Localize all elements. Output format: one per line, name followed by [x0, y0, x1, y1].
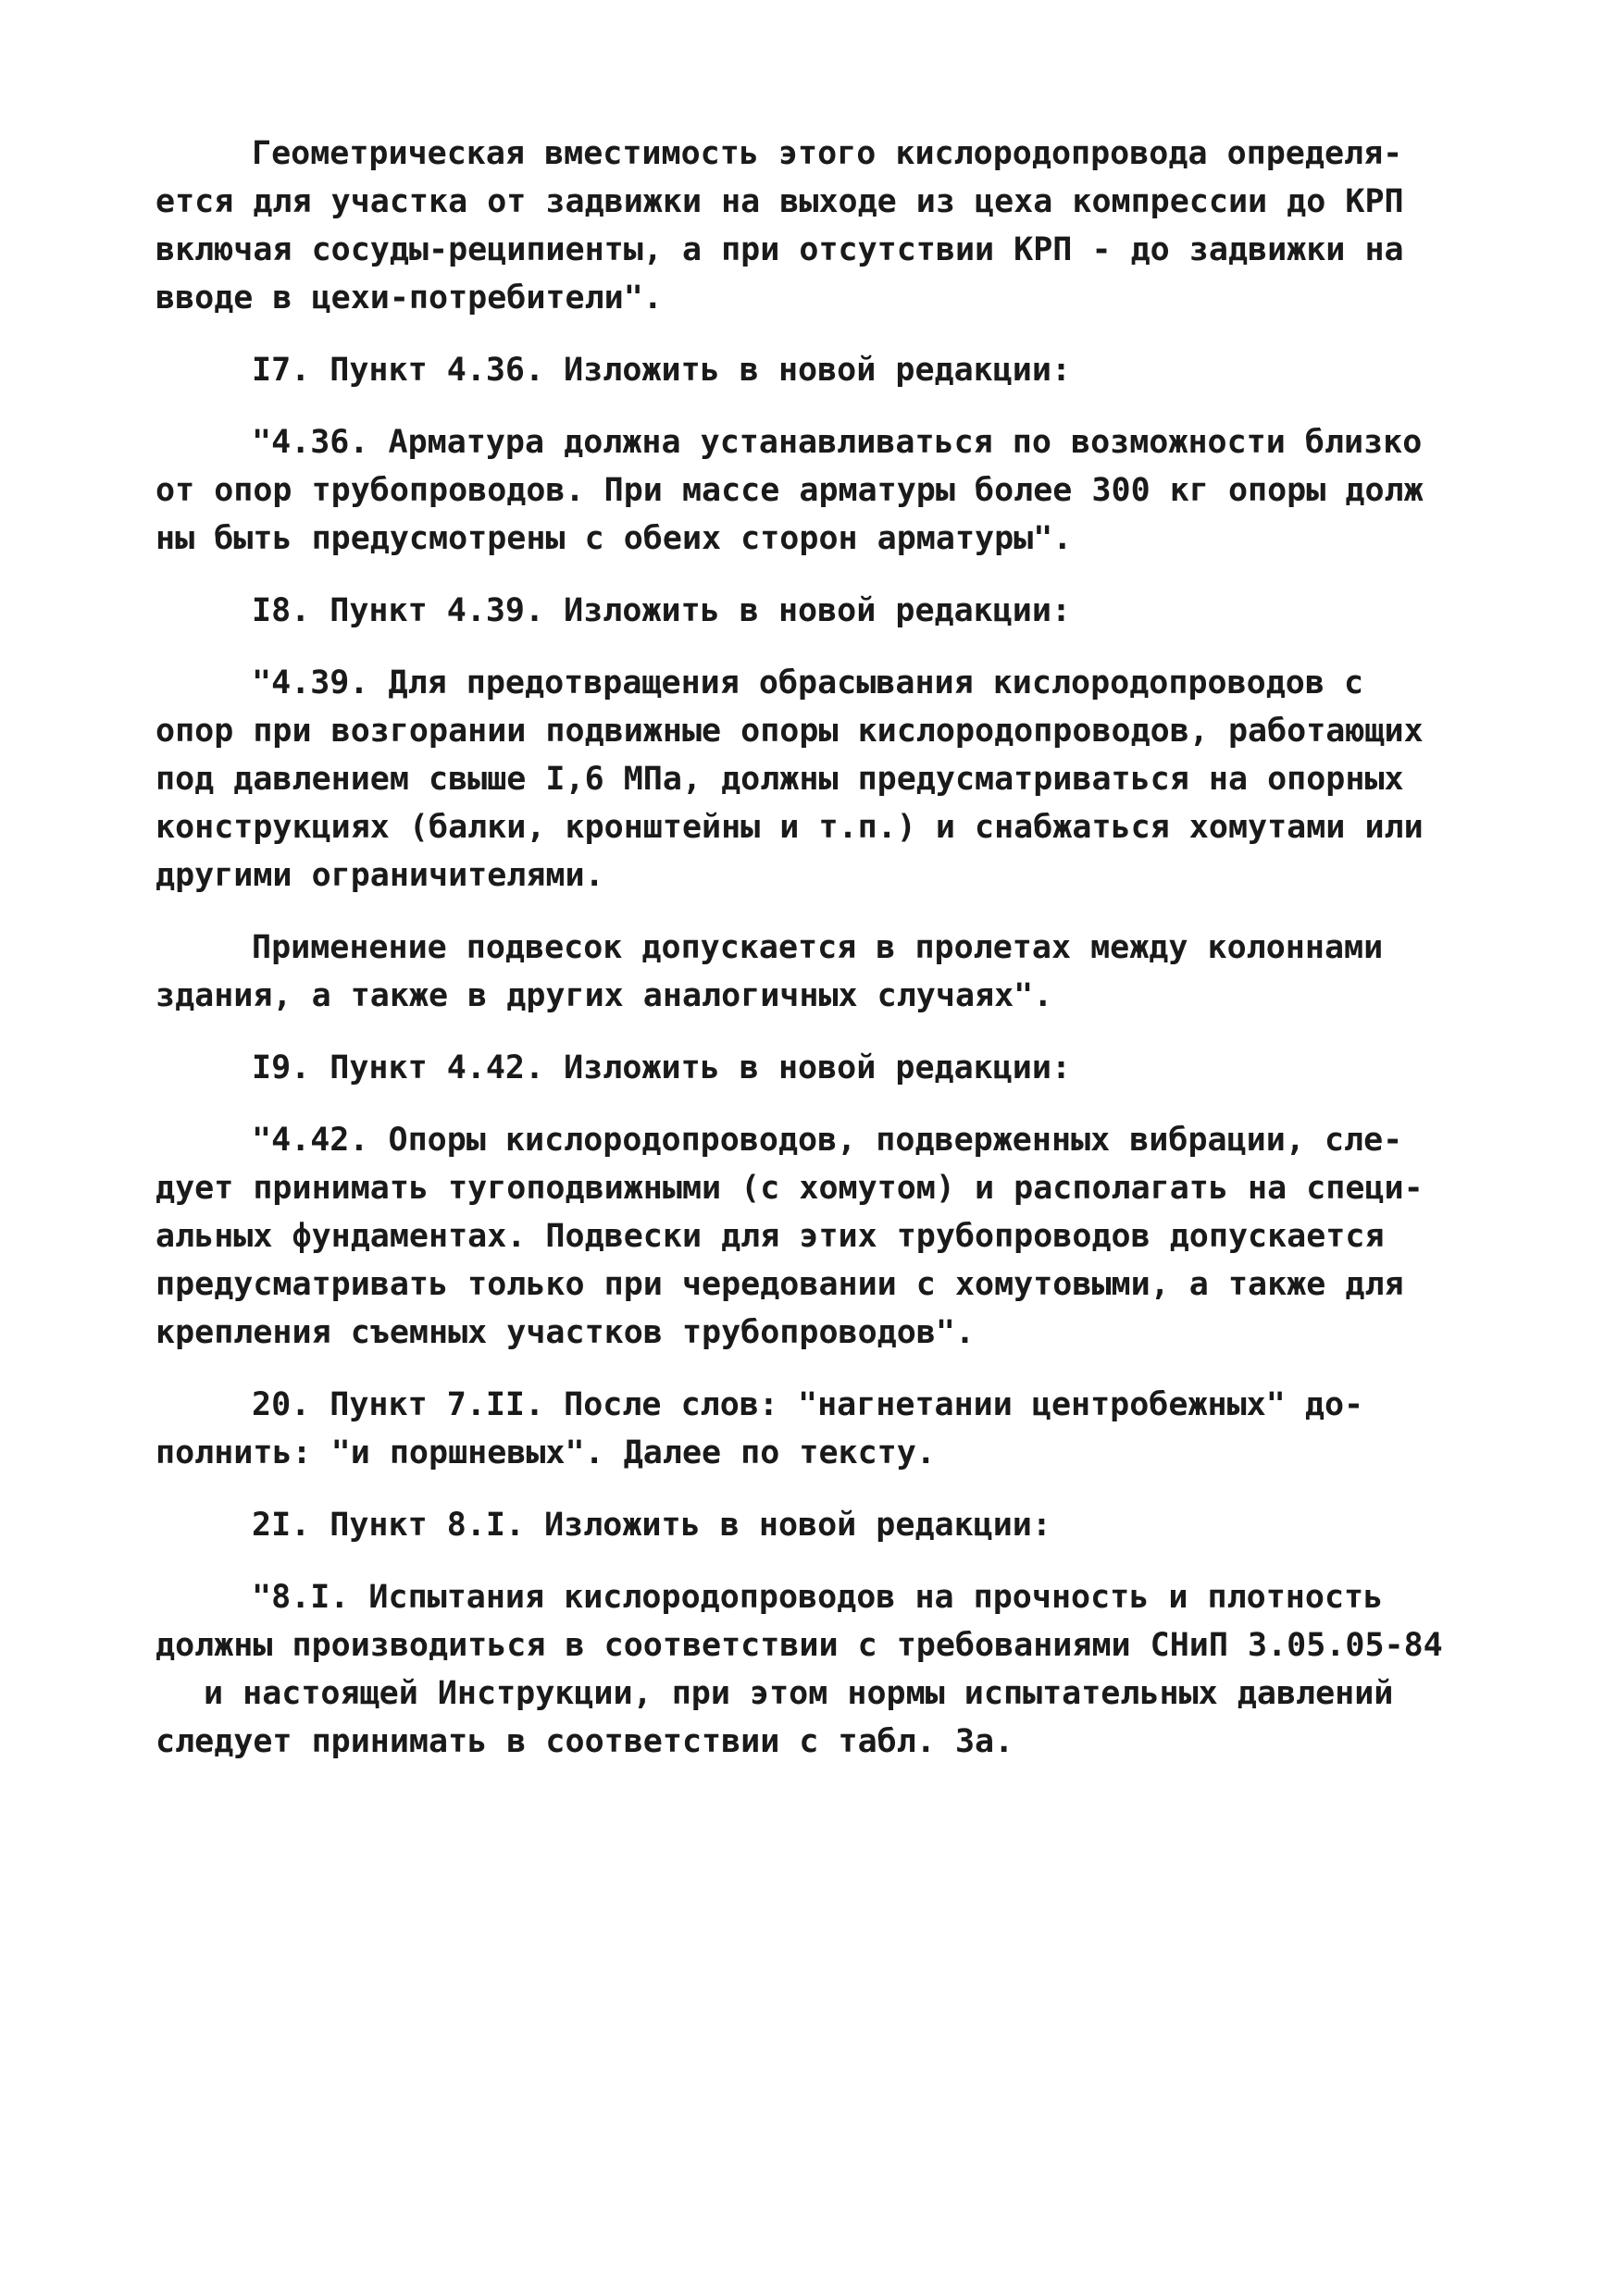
text-line: вводе в цехи-потребители".: [155, 279, 663, 316]
paragraph-gap: [155, 900, 1451, 924]
text-line: I8. Пункт 4.39. Изложить в новой редакции:: [252, 592, 1072, 629]
paragraph-gap: [155, 1092, 1451, 1116]
item-21-text: [155, 1573, 1451, 1766]
text-line: Геометрическая вместимость этого кислородопровода определя-: [252, 135, 1403, 172]
paragraph-gap: [155, 635, 1451, 659]
text-line: и настоящей Инструкции, при этом нормы испытательных давлений: [204, 1675, 1394, 1712]
text-line: здания, а также в других аналогичных случаях".: [155, 977, 1053, 1014]
text-line: дует принимать тугоподвижными (с хомутом) и располагать на специ-: [155, 1170, 1424, 1207]
text-line: 20. Пункт 7.II. После слов: "нагнетании центробежных" до-: [252, 1386, 1364, 1423]
text-line: ны быть предусмотрены с обеих сторон арматуры".: [155, 520, 1073, 557]
text-line: I7. Пункт 4.36. Изложить в новой редакции:: [252, 352, 1072, 389]
para-geometric-volume: [155, 130, 1451, 322]
paragraph-gap: [155, 563, 1451, 587]
item-20-text: [155, 1381, 1451, 1477]
paragraph-gap: [155, 1549, 1451, 1573]
text-line: следует принимать в соответствии с табл. 3а.: [155, 1723, 1014, 1760]
text-line: включая сосуды-реципиенты, а при отсутствии КРП - до задвижки на: [155, 231, 1404, 268]
item-17-heading: [155, 346, 1451, 394]
item-21-heading: [155, 1501, 1451, 1549]
item-17-text: [155, 418, 1451, 563]
text-line: "4.39. Для предотвращения обрасывания кислородопроводов с: [252, 664, 1364, 701]
item-18-text: [155, 659, 1451, 900]
text-line: крепления съемных участков трубопроводов".: [155, 1314, 976, 1351]
text-line: I9. Пункт 4.42. Изложить в новой редакции:: [252, 1049, 1072, 1086]
item-19-heading: [155, 1044, 1451, 1092]
paragraph-gap: [155, 1477, 1451, 1501]
text-line: ется для участка от задвижки на выходе из цеха компрессии до КРП: [155, 183, 1404, 220]
text-line: Применение подвесок допускается в пролетах между колоннами: [252, 929, 1384, 966]
paragraph-gap: [155, 394, 1451, 418]
text-line: 2I. Пункт 8.I. Изложить в новой редакции:: [252, 1507, 1051, 1544]
text-line: альных фундаментах. Подвески для этих трубопроводов допускается: [155, 1218, 1385, 1255]
paragraph-gap: [155, 1357, 1451, 1381]
item-18-heading: [155, 587, 1451, 635]
text-line: "4.42. Опоры кислородопроводов, подверженных вибрации, сле-: [252, 1122, 1403, 1159]
text-line: должны производиться в соответствии с требованиями СНиП 3.05.05-84: [155, 1627, 1443, 1664]
text-line: опор при возгорании подвижные опоры кислородопроводов, работающих: [155, 713, 1424, 750]
document-body: [155, 130, 1451, 1766]
text-line: полнить: "и поршневых". Далее по тексту.: [155, 1434, 936, 1471]
paragraph-gap: [155, 322, 1451, 346]
text-line: конструкциях (балки, кронштейны и т.п.) и снабжаться хомутами или: [155, 809, 1424, 846]
paragraph-gap: [155, 1020, 1451, 1044]
item-19-text: [155, 1116, 1451, 1357]
text-line: другими ограничителями.: [155, 857, 604, 894]
text-line: от опор трубопроводов. При массе арматуры более 300 кг опоры долж: [155, 472, 1424, 509]
text-line: под давлением свыше I,6 МПа, должны предусматриваться на опорных: [155, 761, 1404, 798]
text-line: "8.I. Испытания кислородопроводов на прочность и плотность: [252, 1579, 1384, 1616]
item-18-text-continued: [155, 924, 1451, 1020]
text-line: предусматривать только при чередовании с хомутовыми, а также для: [155, 1266, 1404, 1303]
text-line: "4.36. Арматура должна устанавливаться по возможности близко: [252, 424, 1423, 461]
